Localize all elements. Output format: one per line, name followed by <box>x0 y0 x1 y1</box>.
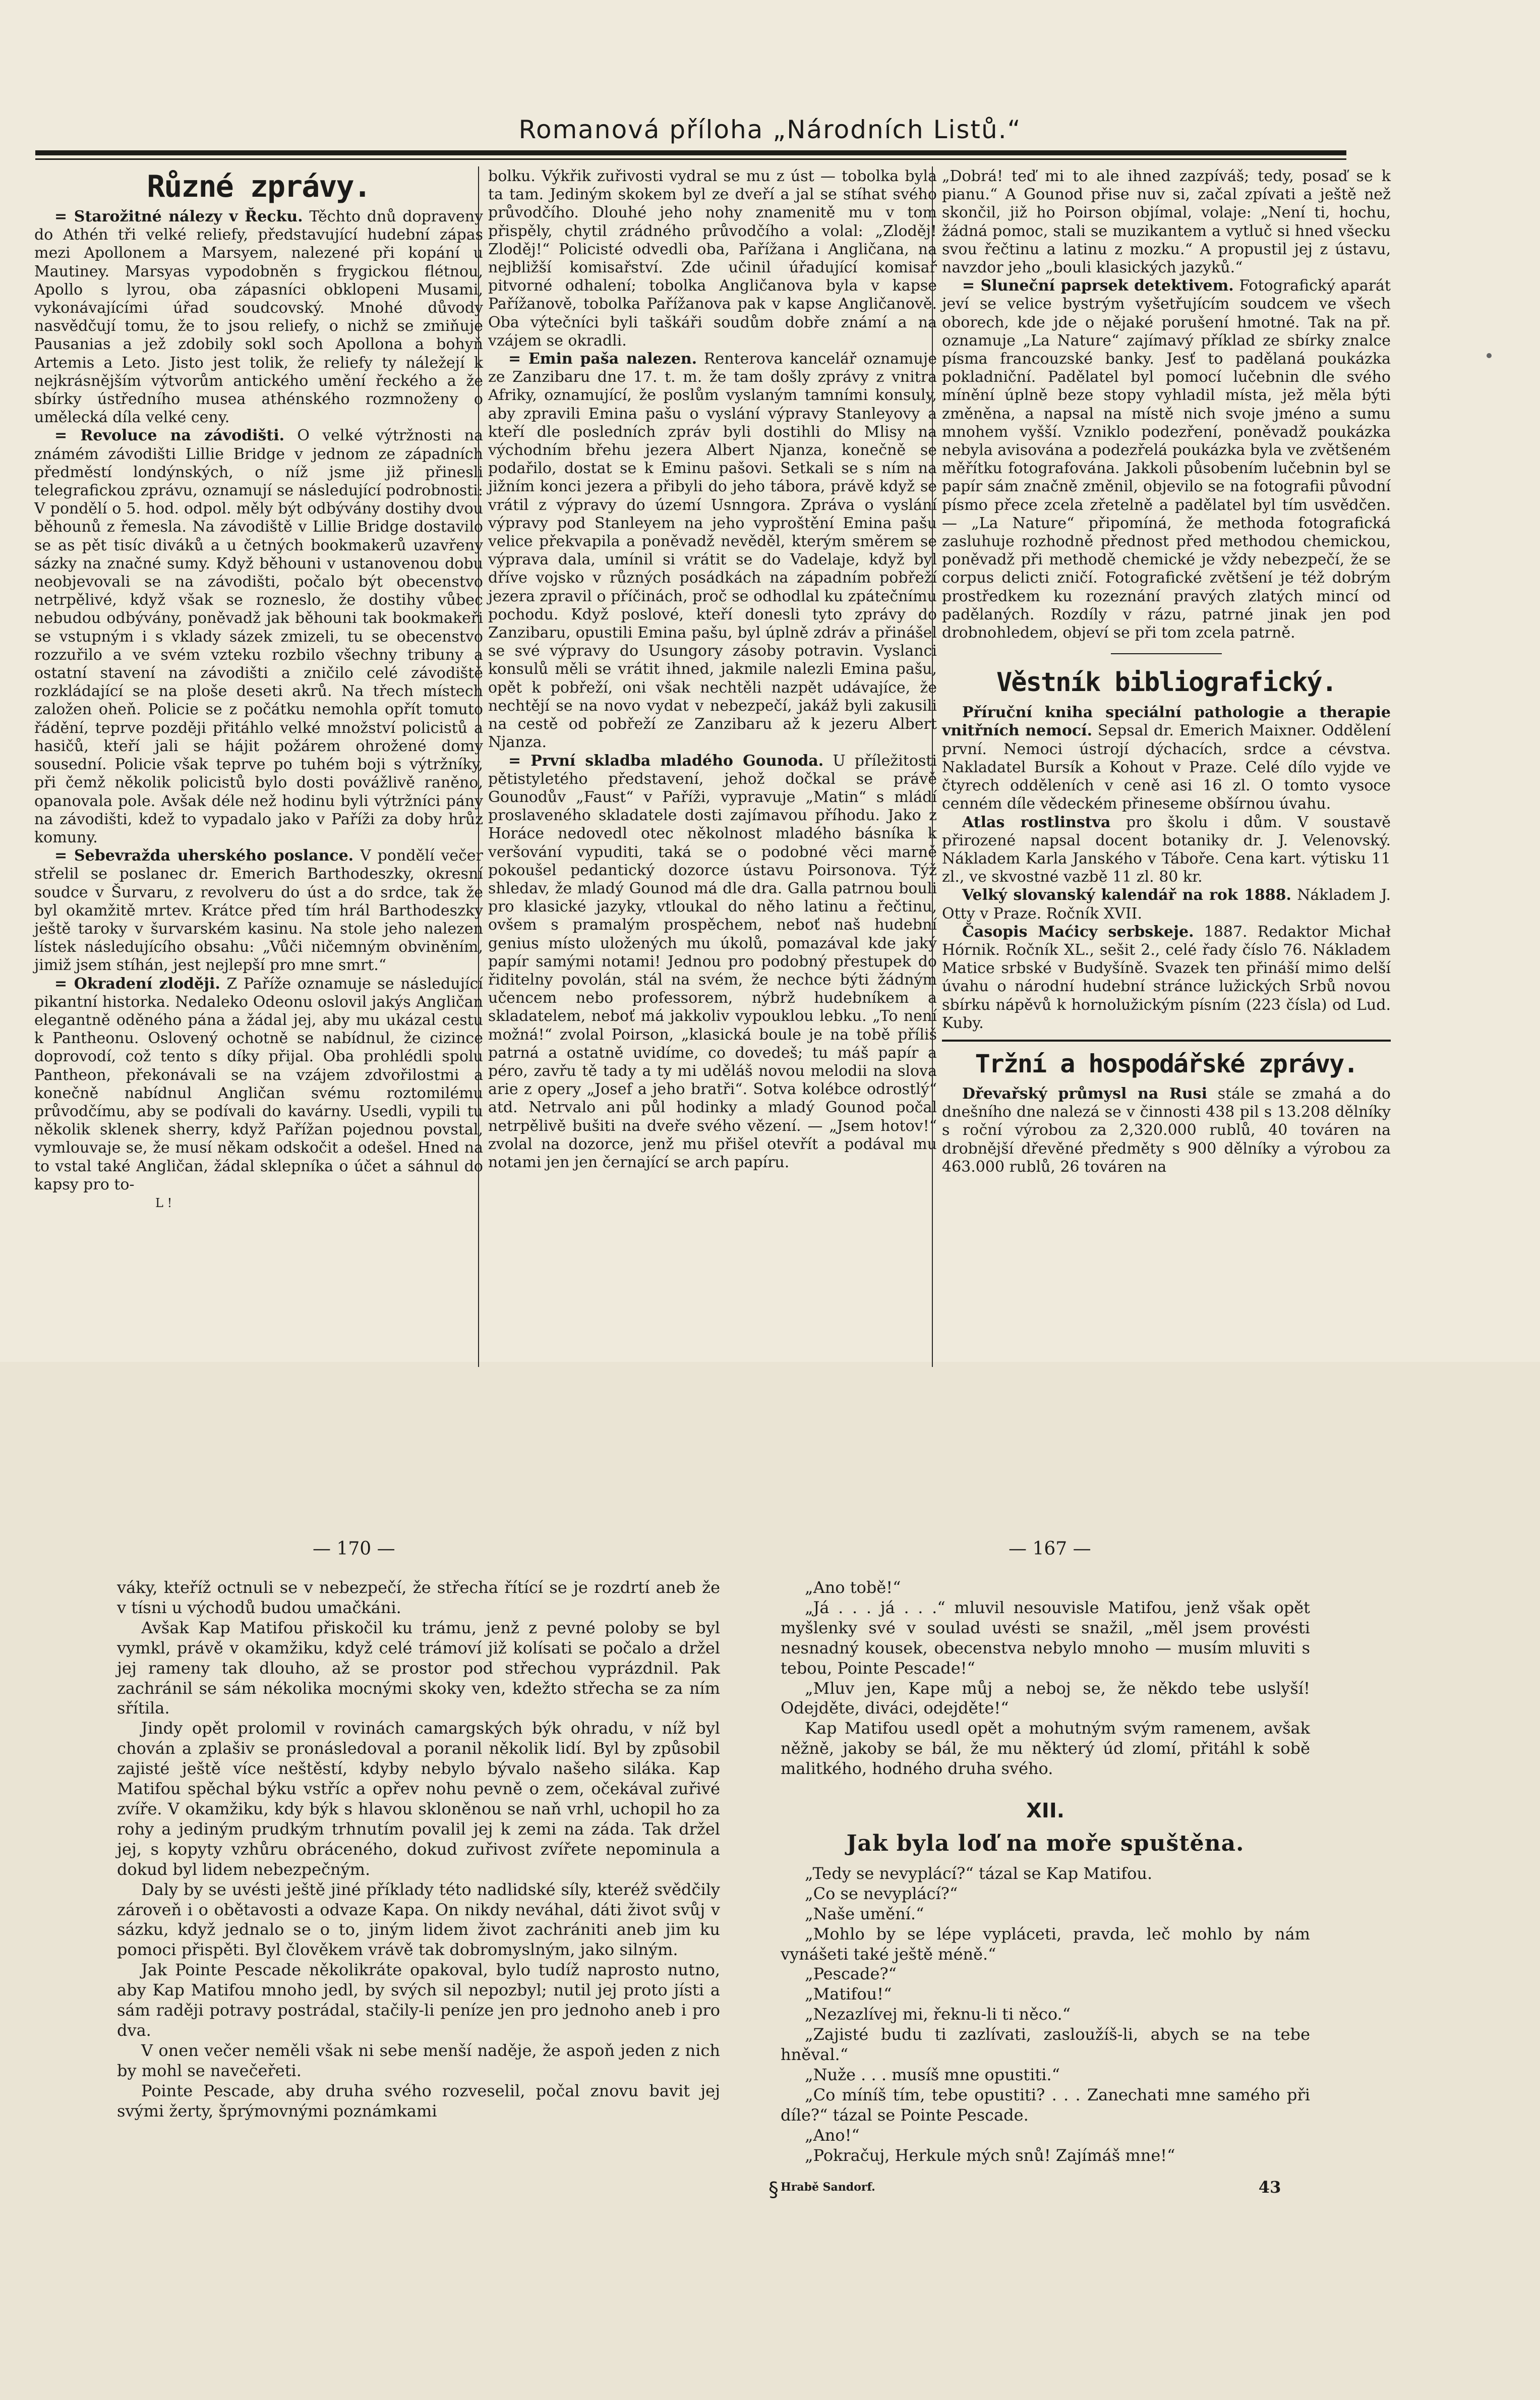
section-title-ruzne-zpravy: Různé zprávy. <box>147 169 371 204</box>
footer-publisher: Hrabě Sandorf. <box>781 2181 875 2194</box>
news-item <box>34 975 483 1194</box>
novel-dialogue: „Mluv jen, Kape můj a neboj se, že někdo tebe uslyší! Odejděte, diváci, odejděte!“ <box>781 1678 1310 1718</box>
edge-mark <box>1487 353 1492 358</box>
hand-pointer-mark: § <box>768 2178 779 2201</box>
novel-paragraph: Jindy opět prolomil v rovinách camargských býk ohradu, v níž byl chován a zplašiv se pronásledoval a poranil několik lidí. Byl by způsobil zajisté ještě více neštěstí, kdyby nebylo bývalo našeho siláka. Kap Matifou spěchal býku vstříc a opřev nohu pevně o zem, očekával zuřivé zvíře. V okamžiku, kdy býk s hlavou skloněnou se naň vrhl, uchopil ho za rohy a jediným prudkým trhnutím povalil jej k zemi na záda. Tak držel jej, s kopyty vzhůru obráceného, dokud zuřivost zvířete nepominula a dokud byl lidem nebezpečným. <box>117 1719 720 1879</box>
page-footer <box>781 2178 1310 2198</box>
novel-page-right <box>781 1578 1310 2198</box>
news-text: V pondělí večer střelil se poslanec dr. Emerich Barthodeszky, okresní soudce v Šurvaru, z revolveru do úst a do srdce, tak že byl okamžitě mrtev. Krátce před tím hrál Barthodeszky ještě taroky v šurvarském kasinu. Na stole jeho nalezen lístek následujícího obsahu: „Vůči ničemným obviněním, jimiž jsem stíhán, jest nejlepší pro mne smrt.“ <box>34 847 483 975</box>
news-item <box>942 277 1391 642</box>
section-title-vestnik: Věstník bibliografický. <box>996 667 1337 698</box>
biblio-heading: Časopis Maćicy serbskeje. <box>962 923 1194 941</box>
news-continuation: „Dobrá! teď mi to ale ihned zazpíváš; tedy, posaď se k pianu.“ A Gounod přise nuv si, začal zpívati a ještě než skončil, již ho Poirson objímal, volaje: „Není ti, hochu, žádná pomoc, stali se muzikantem a vytluč si hned všecku svou řečtinu a latinu z mozku.“ A propustil jej z ústavu, navzdor jeho „bouli klasických jazyků.“ <box>942 167 1391 277</box>
novel-dialogue: „Pokračuj, Herkule mých snů! Zajímáš mne!“ <box>805 2145 1175 2165</box>
news-text: Fotografický aparát jeví se velice bystrým vyšetřujícím soudcem ve všech oborech, kde jde o nějaké porušení hmotné. Tak na př. oznamuje „La Nature“ zajímavý příklad ze sbírky znalce písma francouzské banky. Jesť to padělaná poukázka pokladniční. Padělatel byl pomocí lučebnin dle svého mínění úplně beze stopy vyhladil místa, jež měla býti změněna, a napsal na místě nich svoje jméno a sumu mnohem vyšší. Vzniklo podezření, poněvadž poukázka nebyla avisována a podezřelá poukázka byla ve zvětšeném měřítku fotografována. Jakkoli působením lučebnin byl se papír sám značně změnil, objevilo se na fotografii původní písmo přece zcela zřetelně a padělatel byl tím usvědčen. — „La Nature“ připomíná, že methoda fotografická zasluhuje rozhodně přednost před methodou chemickou, poněvadž při methodě chemické je vždy nebezpečí, že se corpus delicti zničí. Fotografické zvětšení je též dobrým prostředkem ku rozeznání pravých zlatých mincí od padělaných. Rozdíly v rázu, patrné jinak jen pod drobnohledem, objeví se při tom zcela patrně. <box>942 277 1391 642</box>
novel-dialogue: „Ano tobě!“ <box>805 1578 901 1597</box>
news-heading: = Okradení zloději. <box>54 975 220 993</box>
novel-paragraph: Jak Pointe Pescade několikráte opakoval, bylo tudíž naprosto nutno, aby Kap Matifou mnoho jedl, by svých sil nepozbyl; nutil jej proto jísti a sám raději potravy postrádal, stačily-li peníze jen pro jednoho aneb i pro dva. <box>117 1960 720 2040</box>
news-text: Renterova kancelář oznamuje ze Zanzibaru dne 17. t. m. že tam došly zprávy z vnitra Afriky, oznamující, že poslům vyslaným tamními konsuly, aby zpravili Emina pašu o vyslání výpravy Stanleyovy a kteří dle posledních zpráv byli dostihli do Mlisy na východním břehu jezera Albert Njanza, konečně se podařilo, dostat se k Eminu pašovi. Setkali se s ním na jižním konci jezera a přibyli do jeho tábora, právě když se vrátil z výpravy do území Usnngora. Zpráva o vyslání výpravy pod Stanleyem na jeho vyproštění Emina pašu velice překvapila a poněvadž nevěděl, kterým směrem se výprava dala, umínil si vrátit se do Vadelaje, když byl dříve vojsko v různých posádkách na západním pobřeží jezera zpravil o příčinách, proč se odhodlal ku zpátečnímu pochodu. Když poslové, kteří donesli tyto zprávy do Zanzibaru, opustili Emina pašu, byl úplně zdráv a přinášel se své výpravy do Usungory zásoby potravin. Vyslanci konsulů měli se vrátit ihned, jakmile nalezli Emina pašu, opět k pobřeží, oni však nechtěli nazpět udávajíce, že nechtějí se na novo vydat v nebezpečí, jakáž byli zakusili na cestě od pobřeží ze Zanzibaru až k jezeru Albert Njanza. <box>488 350 937 752</box>
footer-signature: 43 <box>1258 2178 1281 2197</box>
econ-item <box>942 1085 1391 1176</box>
column-1 <box>34 167 483 1212</box>
section-divider <box>1111 653 1222 654</box>
novel-paragraph: Avšak Kap Matifou přiskočil ku trámu, jenž z pevné poloby se byl vymkl, právě v okamžiku, když celé trámoví již kolísati se počalo a držel jej rameny tak dlouho, až se prostor pod střechou vyprázdnil. Pak zachránil se sám nékolika mocnými skoky ven, kdežto střecha se za ním sřítila. <box>117 1618 720 1718</box>
news-heading: = Sluneční paprsek detektivem. <box>962 277 1234 295</box>
stray-mark: L ! <box>155 1195 172 1210</box>
biblio-heading: Velký slovanský kalendář na rok 1888. <box>962 886 1291 904</box>
biblio-text: 1887. Redaktor Michał Hórnik. Ročník XL., sešit 2., celé řady číslo 76. Nákladem Matice srbské v Budyšíně. Svazek ten přináší mimo delší úvahu o národní hudební stránce lužických Srbů novou sbírku nápěvů k hornolužickým písním (223 čísla) od Lud. Kuby. <box>942 923 1391 1032</box>
novel-dialogue: „Mohlo by se lépe vypláceti, pravda, leč mohlo by nám vynášeti také ještě méně.“ <box>781 1924 1310 1964</box>
biblio-item <box>942 886 1391 923</box>
news-item <box>34 847 483 975</box>
news-heading: = Revoluce na závodišti. <box>54 427 285 445</box>
running-head: Romanová příloha „Národních Listů.“ <box>518 115 1022 144</box>
chapter-number: XII. <box>1026 1799 1064 1823</box>
biblio-item <box>942 814 1391 887</box>
news-continuation: bolku. Výkřik zuřivosti vydral se mu z úst — tobolka byla ta tam. Jediným skokem byl ze dveří a jal se stíhat svého průvodčího. Dlouhé jeho nohy znamenitě mu v tom přispěly, chytil zrádného průvodčího a volal: „Zloděj! Zloděj!“ Policisté odvedli oba, Pařížana i Angličana, na nejbližší komisařství. Zde učinil úřadující komisař pitvorné odhalení; tobolka Angličanova byla v kapse Pařížanově, tobolka Pařížanova pak v kapse Angličanově. Oba výtečníci byli taškáři soudům dobře známí a na vzájem se okradli. <box>488 167 937 350</box>
econ-heading: Dřevařský průmysl na Rusi <box>962 1084 1207 1103</box>
biblio-heading: Atlas rostlinstva <box>962 813 1111 831</box>
head-rule-thin <box>35 158 1346 160</box>
news-heading: = Sebevražda uherského poslance. <box>54 847 354 865</box>
biblio-text: Nákladem J. Otty v Praze. Ročník XVII. <box>942 886 1391 923</box>
section-divider-double <box>942 1040 1391 1042</box>
novel-dialogue: „Tedy se nevyplácí?“ tázal se Kap Matifou. <box>805 1863 1153 1883</box>
novel-dialogue: „Co míníš tím, tebe opustiti? . . . Zanechati mne samého při díle?“ tázal se Pointe Pescade. <box>781 2085 1310 2125</box>
section-title-trzni: Tržní a hospodářské zprávy. <box>975 1049 1358 1078</box>
chapter-title: Jak byla loď na moře spuštěna. <box>846 1830 1245 1856</box>
novel-paragraph: váky, kteříž octnuli se v nebezpečí, že střecha řítící se je rozdrtí aneb že v tísni u východů budou umačkáni. <box>117 1578 720 1617</box>
novel-dialogue: „Pescade?“ <box>805 1964 897 1984</box>
novel-page-left <box>117 1578 720 2121</box>
novel-dialogue: „Ano!“ <box>805 2125 860 2145</box>
page-number-right: — 167 — <box>1009 1538 1091 1559</box>
biblio-item <box>942 704 1391 813</box>
news-heading: = Emin paša nalezen. <box>508 350 697 368</box>
novel-dialogue: „Co se nevyplácí?“ <box>805 1883 958 1903</box>
novel-dialogue: „Nuže . . . musíš mne opustiti.“ <box>805 2065 1060 2084</box>
novel-dialogue: „Matifou!“ <box>805 1984 892 2004</box>
news-heading: = Starožitné nálezy v Řecku. <box>54 208 303 225</box>
novel-paragraph: V onen večer neměli však ni sebe menší naděje, že aspoň jeden z nich by mohl se navečeřeti. <box>117 2040 720 2080</box>
news-item <box>34 427 483 847</box>
column-3 <box>942 167 1391 1176</box>
news-item <box>488 752 937 1172</box>
biblio-heading: Příruční kniha speciální pathologie a therapie vnitřních nemocí. <box>942 704 1391 740</box>
novel-paragraph: Daly by se uvésti ještě jiné příklady této nadlidské síly, kteréž svědčily zároveň i o obětavosti a odvaze Kapa. On nikdy neváhal, dáti život svůj v sázku, když jednalo se o to, jiným lidem život zachrániti aneb jim ku pomoci přispěti. Byl člověkem vrávě tak dobromyslným, jako silným. <box>117 1879 720 1960</box>
novel-dialogue: „Nezazlívej mi, řeknu-li ti něco.“ <box>805 2005 1071 2024</box>
news-text: Z Paříže oznamuje se následující pikantní historka. Nedaleko Odeonu oslovil jakýs Angličan elegantně oděného pána a žádal jej, aby mu ukázal cestu k Pantheonu. Oslovený ochotně se nabídnul, že cizince doprovodí, což tento s díky přijal. Oba prohlédli spolu Pantheon, překonávali se na vzájem zdvořilostmi a konečně nabídnul Angličan svému roztomilému průvodčímu, aby se podívali do kavárny. Usedli, vypili tu několik sklenek sherry, když Pařížan pojednou povstal, vymlouvaje se, že musí někam odskočit a odešel. Hned na to vstal také Angličan, žádal sklepníka o účet a sáhnul do kapsy pro to- <box>34 975 483 1193</box>
news-item <box>34 208 483 427</box>
novel-paragraph: Pointe Pescade, aby druha svého rozveselil, počal znovu bavit jej svými žerty, šprýmovnými poznámkami <box>117 2081 720 2121</box>
novel-dialogue: „Já . . . já . . .“ mluvil nesouvisle Matifou, jenž však opět myšlenky své v soulad uvésti se snažil, „měl jsem provésti nesnadný kousek, obecenstva nebylo mnoho — musím mluviti s tebou, Pointe Pescade!“ <box>781 1597 1310 1678</box>
news-item <box>488 350 937 752</box>
column-2 <box>488 167 937 1172</box>
news-text: Těchto dnů dopraveny do Athén tři velké reliefy, představující hudební zápas mezi Apollonem a Marsyem, nalezené při kopání u Mautiney. Marsyas vypodobněn s frygickou flétnou, Apollo s lyrou, oba zápasníci obklopeni Musami, vykonávajícími úřad soudcovský. Mnohé důvody nasvědčují tomu, že to jsou reliefy, o nichž se zmiňuje Pausanias a jež zdobily sokl soch Apollona a bohyň Artemis a Leto. Jisto jest tolik, že reliefy ty náležejí k nejkrásnějším výtvorům antického umění řeckého a že sbírky ústředního musea athénského rozmnoženy o umělecká díla velké ceny. <box>34 208 483 427</box>
news-text: U příležitosti pětistyletého představení, jehož dočkal se právě Gounodův „Faust“ v Paříži, vypravuje „Matin“ s mládí proslaveného skladatele dosti zajímavou příhodu. Jako z Horáce nedovedl otec několnost mladého básníka k veršování vypuditi, taká se o podobné věci marně pokoušel pedantický dozorce ústavu Poirsonova. Týž shledav, že mladý Gounod má dle dra. Galla patrnou bouli pro klasické jazyky, vtloukal do něho latinu a řečtinu, ovšem s pramalým prospěchem, neboť naš hudební genius místo uložených mu úkolů, pomazával kde jaký papír samými notami! Jednou pro podobný přestupek do řiditelny povolán, stál na svém, že nechce býti žádným učencem nebo professorem, nýbrž hudebníkem a skladatelem, neboť má jakkoliv vypouklou lebku. „To není možná!“ zvolal Poirson, „klasická boule je na tobě příliš patrná a ostatně uvidíme, co dovedeš; tu máš papír a péro, zavřu tě tady a ty mi uděláš novou melodii na slova arie z opery „Josef a jeho bratři“. Sotva kolébce odrostlý“ atd. Netrvalo ani půl hodinky a mladý Gounod počal netrpělivě bušiti na dveře svého vězení. — „Jsem hotov!“ zvolal na dozorce, jenž mu přišel otevřít a podával mu notami jen jen černající se arch papíru. <box>488 752 937 1171</box>
novel-dialogue: „Zajisté budu ti zazlívati, zasloužíš-li, abych se na tebe hněval.“ <box>781 2025 1310 2065</box>
econ-text: stále se zmahá a do dnešního dne nalezá se v činnosti 438 pil s 13.208 dělníky s roční výrobou za 2,320.000 rublů, 40 továren na drobnější dřevěné předměty s 900 dělníky a výrobou za 463.000 rublů, 26 továren na <box>942 1084 1391 1176</box>
novel-dialogue: Kap Matifou usedl opět a mohutným svým ramenem, avšak něžně, jakoby se bál, že mu některý úd zlomí, přitáhl k sobě malitkého, hodného druha svého. <box>781 1719 1310 1779</box>
news-heading: = První skladba mladého Gounoda. <box>508 752 824 770</box>
biblio-item <box>942 923 1391 1033</box>
page-number-left: — 170 — <box>313 1538 395 1559</box>
biblio-text: Sepsal dr. Emerich Maixner. Oddělení první. Nemoci ústrojí dýchacích, srdce a cévstva. Nakladatel Bursík a Kohout v Praze. Celé dílo vyjde ve čtyrech odděleních v ceně asi 16 zl. O tomto vysoce cenném díle vědeckém přineseme obšírnou úvahu. <box>942 722 1391 813</box>
novel-dialogue: „Naše umění.“ <box>805 1904 924 1923</box>
biblio-text: pro školu i dům. V soustavě přirozené napsal docent botaniky dr. J. Velenovský. Nákladem Karla Janského v Táboře. Cena kart. výtisku 11 zl., ve skvostné vazbě 11 zl. 80 kr. <box>942 813 1391 886</box>
news-text: O velké výtržnosti na známém závodišti Lillie Bridge v jednom ze západních předměstí londýnských, o níž jsme již přinesli telegrafickou zprávu, oznamují se následující podrobnosti: V pondělí o 5. hod. odpol. měly být odbývány dostihy dvou běhounů z řemesla. Na závodiště v Lillie Bridge dostavilo se as pět tisíc diváků a u četných bookmakerů uzavřeny sázky na značné sumy. Když běhouni v ustanovenou dobu neobjevovali se na závodišti, počalo být obecenstvo netrpělivé, když však se rozneslo, že dostihy vůbec nebudou odbývány, poněvadž jak běhouni tak bookmakeři se vstupným i s vklady sázek zmizeli, tu se obecenstvo rozzuřilo a ve svém vzteku rozbilo všechny tribuny a ostatní stavení na závodišti a zničilo celé závodiště rozkládající se na ploše deseti akrů. Na třech místech založen oheň. Policie se z počátku nemohla opřít tomuto řádění, teprve později přitáhlo velké množství policistů a hasičů, kteří jali se hájit požárem ohrožené domy sousední. Policie však teprve po tuhém boji s výtržníky, při čemž několik policistů bylo dosti povážlivě raněno, opanovala pole. Avšak déle než hodinu byli výtržníci pány na závodišti, kdež to vypadalo jako v Paříži za doby hrůz komuny. <box>34 427 484 846</box>
head-rule-thick <box>35 150 1346 155</box>
